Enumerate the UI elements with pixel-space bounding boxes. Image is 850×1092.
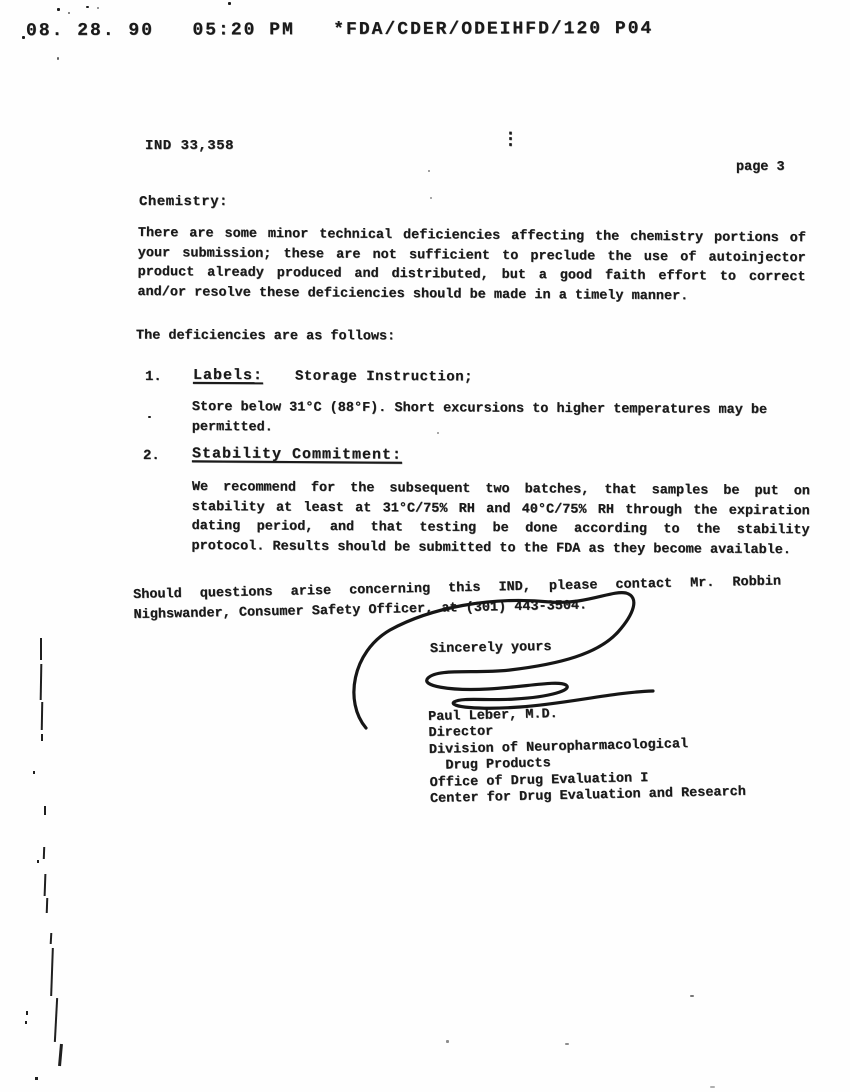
item-2-label: Stability Commitment: <box>191 445 403 464</box>
intro-paragraph <box>137 224 806 307</box>
scan-artifact <box>37 860 39 863</box>
scan-artifact <box>25 1021 27 1024</box>
scan-speck <box>68 12 70 14</box>
page-number: page 3 <box>736 160 785 175</box>
chemistry-heading: Chemistry: <box>139 194 229 210</box>
scan-artifact <box>40 638 42 660</box>
scan-speck <box>57 8 60 11</box>
paragraph-line: dating period, and that testing be done according to the stability <box>191 518 810 539</box>
signer-name: Paul Leber, M.D. <box>428 707 558 725</box>
scan-speck <box>430 197 432 199</box>
paragraph-line: product already produced and distributed, but a good faith effort to correct <box>137 264 806 286</box>
deficiencies-lead: The deficiencies are as follows: <box>135 328 396 345</box>
scan-artifact <box>41 702 43 730</box>
scan-artifact <box>41 734 43 741</box>
signature-block <box>428 703 746 809</box>
stray-colon-mark: ⋮ <box>502 131 519 150</box>
scan-speck <box>565 1043 569 1045</box>
closing-salutation: Sincerely yours <box>429 639 552 658</box>
scan-speck <box>22 36 25 39</box>
scan-artifact <box>44 874 47 896</box>
scan-artifact <box>43 847 45 859</box>
item-1-number: 1. <box>144 368 162 386</box>
scan-artifact <box>50 933 53 944</box>
scan-artifact <box>58 1044 63 1066</box>
paragraph-line: permitted. <box>191 419 273 435</box>
paragraph-line: Store below 31°C (88°F). Short excursions to higher temperatures may be <box>191 399 768 419</box>
scan-speck <box>446 1040 449 1043</box>
scan-speck <box>428 170 430 172</box>
scan-speck <box>690 995 694 997</box>
ind-number: IND 33,358 <box>145 138 235 154</box>
scan-artifact <box>44 806 46 815</box>
item-2-body <box>191 478 810 560</box>
paragraph-line: Nighswander, Consumer Safety Officer, at (301) 443-3504. <box>133 597 588 623</box>
scan-artifact <box>54 998 58 1042</box>
item-1-sublabel: Storage Instruction; <box>294 368 474 386</box>
item-1-body <box>192 398 810 440</box>
paragraph-line: and/or resolve these deficiencies should be made in a timely manner. <box>137 284 689 304</box>
paragraph-line: We recommend for the subsequent two batches, that samples be put on <box>191 479 810 500</box>
scan-speck <box>228 2 231 5</box>
item-2-number: 2. <box>142 447 160 465</box>
paragraph-line: protocol. Results should be submitted to the FDA as they become available. <box>191 538 792 558</box>
item-1-label: Labels: <box>192 366 264 385</box>
scan-artifact <box>35 1077 38 1080</box>
scan-artifact <box>50 948 54 996</box>
signer-division: Division of Neuropharmacological <box>428 736 689 758</box>
paragraph-line: Should questions arise concerning this IND, please contact Mr. Robbin <box>133 574 782 603</box>
scan-artifact <box>33 771 35 774</box>
paragraph-line: your submission; these are not sufficient to preclude the use of autoinjector <box>137 245 806 266</box>
paragraph-line: There are some minor technical deficiencies affecting the chemistry portions of <box>137 225 806 247</box>
signer-office: Office of Drug Evaluation I <box>429 770 649 791</box>
paragraph-line: stability at least at 31°C/75% RH and 40°C/75% RH through the expiration <box>191 499 810 519</box>
signer-center: Center for Drug Evaluation and Research <box>429 784 747 808</box>
scan-artifact <box>46 898 49 913</box>
scan-artifact <box>26 1011 28 1015</box>
scan-speck <box>710 1086 715 1088</box>
scan-speck <box>437 432 439 434</box>
signer-title: Director <box>428 724 494 742</box>
scan-speck <box>148 416 151 418</box>
scan-speck <box>97 7 99 9</box>
signer-division-cont: Drug Products <box>429 756 551 775</box>
fax-transmission-header: 08. 28. 90 05:20 PM *FDA/CDER/ODEIHFD/120 P04 <box>25 18 654 42</box>
scan-speck <box>57 57 59 60</box>
scan-artifact <box>40 664 43 700</box>
scan-speck <box>86 6 89 8</box>
